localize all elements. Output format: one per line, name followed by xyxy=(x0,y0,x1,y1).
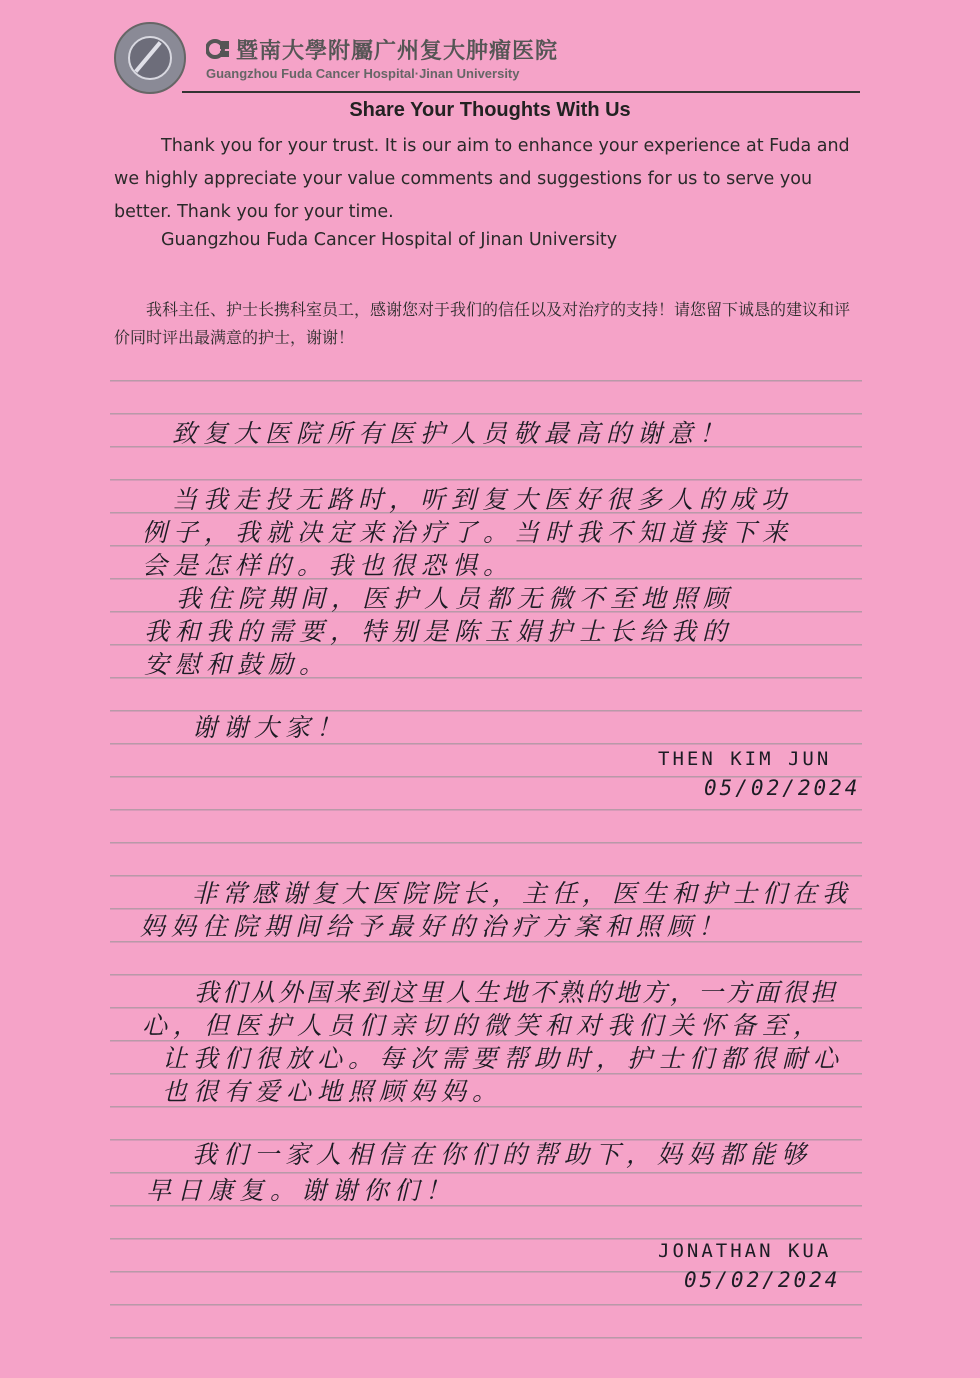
handwritten-line: 心，但医护人员们亲切的微笑和对我们关怀备至， xyxy=(142,1011,825,1040)
handwritten-line: 谢谢大家！ xyxy=(192,713,348,742)
handwritten-line: 让我们很放心。每次需要帮助时，护士们都很耐心 xyxy=(162,1044,845,1073)
hospital-name-cn: 暨南大學附屬广州复大肿瘤医院 xyxy=(236,39,559,64)
signature-date: 05/02/2024 xyxy=(684,1268,841,1292)
ruled-line xyxy=(110,1304,862,1306)
handwritten-line: 我们一家人相信在你们的帮助下，妈妈都能够 xyxy=(192,1140,813,1169)
hospital-mark-icon xyxy=(206,38,230,60)
ruled-line xyxy=(110,1337,862,1339)
signature: JONATHAN KUA xyxy=(658,1240,832,1262)
form-title: Share Your Thoughts With Us xyxy=(349,99,631,121)
handwritten-line: 我住院期间，医护人员都无微不至地照顾 xyxy=(176,584,735,613)
intro-text-cn: 我科主任、护士长携科室员工，感谢您对于我们的信任以及对治疗的支持！请您留下诚恳的建议和评价同时评出最满意的护士，谢谢！ xyxy=(114,300,851,347)
handwritten-line: 致复大医院所有医护人员敬最高的谢意！ xyxy=(172,419,731,448)
handwritten-line: 早日康复。谢谢你们！ xyxy=(146,1176,457,1205)
university-seal-logo xyxy=(114,22,186,94)
handwritten-line: 也很有爱心地照顾妈妈。 xyxy=(162,1077,504,1106)
signature: THEN KIM JUN xyxy=(658,748,832,770)
handwritten-line: 会是怎样的。我也很恐惧。 xyxy=(142,551,515,580)
handwritten-line: 妈妈住院期间给予最好的治疗方案和照顾！ xyxy=(140,912,730,941)
hospital-name-en: Guangzhou Fuda Cancer Hospital·Jinan University xyxy=(206,66,520,81)
header-divider xyxy=(182,91,860,93)
ruled-line xyxy=(110,380,862,382)
handwritten-line: 例子，我就决定来治疗了。当时我不知道接下来 xyxy=(142,518,794,547)
handwritten-line: 非常感谢复大医院院长，主任，医生和护士们在我 xyxy=(192,879,853,908)
intro-signoff-en: Guangzhou Fuda Cancer Hospital of Jinan University xyxy=(161,230,618,250)
ruled-line xyxy=(110,842,862,844)
handwritten-line: 我们从外国来到这里人生地不熟的地方，一方面很担 xyxy=(194,978,839,1007)
handwritten-line: 当我走投无路时，听到复大医好很多人的成功 xyxy=(172,485,793,514)
signature-date: 05/02/2024 xyxy=(704,776,861,800)
ruled-line xyxy=(110,809,862,811)
intro-text-en: Thank you for your trust. It is our aim to enhance your experience at Fuda and we highly appreciate your value comments and suggestions for us to serve you better. Thank you for your time. xyxy=(114,136,850,222)
handwritten-line: 安慰和鼓励。 xyxy=(144,650,331,679)
handwritten-line: 我和我的需要，特别是陈玉娟护士长给我的 xyxy=(144,617,734,646)
